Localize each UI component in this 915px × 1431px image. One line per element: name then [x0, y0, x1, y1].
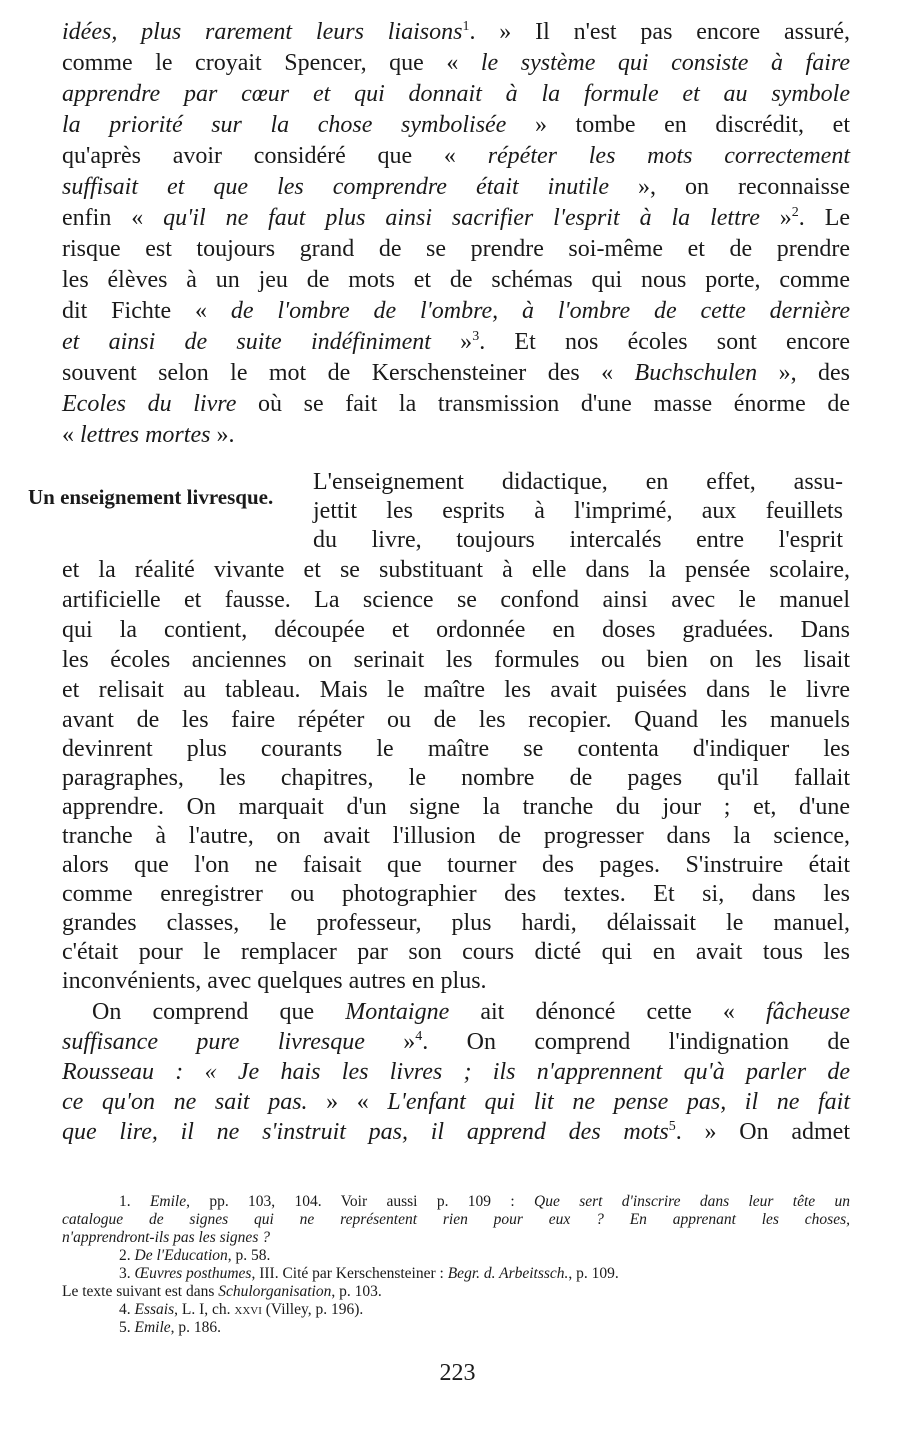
body-line: qu'après avoir considéré que « répéter les mots correctement	[62, 143, 850, 169]
body-line: artificielle et fausse. La science se confond ainsi avec le manuel	[62, 587, 850, 613]
body-line: ce qu'on ne sait pas. » « L'enfant qui lit ne pense pas, il ne fait	[62, 1089, 851, 1115]
body-line: la priorité sur la chose symbolisée » tombe en discrédit, et	[62, 112, 850, 138]
body-line: inconvénients, avec quelques autres en plus.	[62, 968, 487, 994]
body-line: jettit les esprits à l'imprimé, aux feuillets	[313, 498, 843, 524]
body-line: alors que l'on ne faisait que tourner des pages. S'instruire était	[62, 852, 850, 878]
body-line: souvent selon le mot de Kerschensteiner des « Buchschulen », des	[62, 360, 850, 386]
body-line: comme enregistrer ou photographier des textes. Et si, dans les	[62, 881, 850, 907]
body-line: « lettres mortes ».	[62, 422, 235, 448]
footnote: n'apprendront-ils pas les signes ?	[62, 1229, 270, 1246]
body-line: idées, plus rarement leurs liaisons$^1$. » Il n'est pas encore assuré,	[62, 19, 850, 45]
body-line: tranche à l'autre, on avait l'illusion de progresser dans la science,	[62, 823, 850, 849]
body-line: les écoles anciennes on serinait les formules ou bien on les lisait	[62, 647, 850, 673]
margin-heading: Un enseignement livresque.	[28, 485, 274, 509]
footnote: 3. Œuvres posthumes, III. Cité par Kerschensteiner : Begr. d. Arbeitssch., p. 109.	[119, 1265, 619, 1282]
body-line: grandes classes, le professeur, plus hardi, délaissait le manuel,	[62, 910, 850, 936]
body-line: On comprend que Montaigne ait dénoncé cette « fâcheuse	[92, 999, 850, 1025]
body-line: du livre, toujours intercalés entre l'esprit	[313, 527, 843, 553]
body-line: et ainsi de suite indéfiniment »$^3$. Et nos écoles sont encore	[62, 329, 851, 355]
body-line: apprendre par cœur et qui donnait à la formule et au symbole	[62, 81, 850, 107]
footnote: Le texte suivant est dans Schulorganisation, p. 103.	[62, 1283, 382, 1300]
body-line: qui la contient, découpée et ordonnée en doses graduées. Dans	[62, 617, 850, 643]
body-line: et relisait au tableau. Mais le maître les avait puisées dans le livre	[62, 677, 850, 703]
body-line: les élèves à un jeu de mots et de schémas qui nous porte, comme	[62, 267, 850, 293]
body-line: paragraphes, les chapitres, le nombre de pages qu'il fallait	[62, 765, 850, 791]
body-line: suffisait et que les comprendre était inutile », on reconnaisse	[62, 174, 850, 200]
body-line: apprendre. On marquait d'un signe la tranche du jour ; et, d'une	[62, 794, 850, 820]
body-line: suffisance pure livresque »$^4$. On comprend l'indignation de	[62, 1029, 851, 1055]
body-line: c'était pour le remplacer par son cours dicté qui en avait tous les	[62, 939, 850, 965]
body-line: avant de les faire répéter ou de les recopier. Quand les manuels	[62, 707, 850, 733]
footnote: 5. Emile, p. 186.	[119, 1319, 222, 1336]
body-line: enfin « qu'il ne faut plus ainsi sacrifier l'esprit à la lettre »$^2$. Le	[62, 205, 851, 231]
body-line: devinrent plus courants le maître se contenta d'indiquer les	[62, 736, 850, 762]
body-line: que lire, il ne s'instruit pas, il apprend des mots$^5$. » On admet	[62, 1119, 850, 1145]
body-line: L'enseignement didactique, en effet, assu-	[313, 469, 843, 495]
body-line: et la réalité vivante et se substituant à elle dans la pensée scolaire,	[62, 557, 850, 583]
body-line: Ecoles du livre où se fait la transmission d'une masse énorme de	[62, 391, 851, 417]
body-line: Rousseau : « Je hais les livres ; ils n'apprennent qu'à parler de	[62, 1059, 850, 1085]
footnote: 1. Emile, pp. 103, 104. Voir aussi p. 109 : Que sert d'inscrire dans leur tête un	[119, 1193, 850, 1210]
footnote: catalogue de signes qui ne représentent rien pour eux ? En apprenant les choses,	[62, 1211, 850, 1228]
body-line: dit Fichte « de l'ombre de l'ombre, à l'ombre de cette dernière	[62, 298, 851, 324]
page-number: 223	[439, 1360, 476, 1386]
body-line: risque est toujours grand de se prendre soi-même et de prendre	[62, 236, 850, 262]
footnote: 2. De l'Education, p. 58.	[119, 1247, 271, 1264]
body-line: comme le croyait Spencer, que « le système qui consiste à faire	[62, 50, 850, 76]
footnote: 4. Essais, L. I, ch. xxvi (Villey, p. 196).	[119, 1301, 364, 1318]
